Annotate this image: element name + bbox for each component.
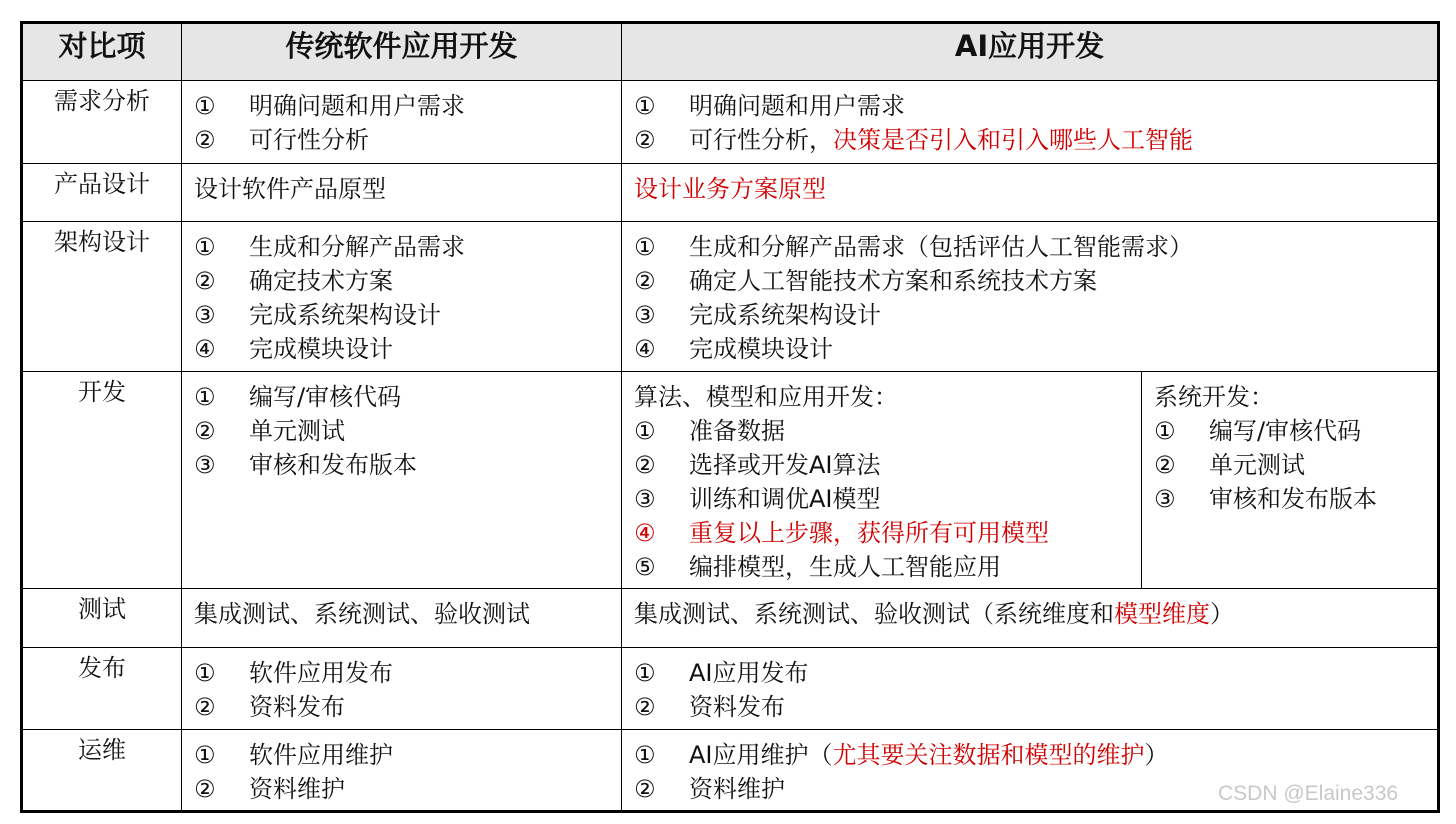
list-item: ① 编写/审核代码 [194,383,402,411]
row-label-development: 开发 [22,372,182,589]
row-development [22,372,1439,589]
list-item: ② 确定人工智能技术方案和系统技术方案 [634,267,1097,295]
cell-text: 设计软件产品原型 [194,175,386,203]
header-compare-item: 对比项 [22,23,182,81]
list-item: ③ 完成系统架构设计 [194,301,441,329]
list-item: ④ 完成模块设计 [634,335,833,363]
list-item: ④ 完成模块设计 [194,335,393,363]
row-product-design [22,164,1439,222]
list-item: ③ 完成系统架构设计 [634,301,881,329]
ai-requirements-cell [622,81,1439,164]
row-release [22,648,1439,730]
cell-text: 集成测试、系统测试、验收测试（系统维度和模型维度） [634,600,1234,628]
section-title: 系统开发： [1154,383,1274,411]
list-item: ① 明确问题和用户需求 [634,92,905,120]
list-item: ③ 审核和发布版本 [194,451,417,479]
row-testing [22,589,1439,648]
list-item: ② 确定技术方案 [194,267,393,295]
list-item: ① AI应用发布 [634,659,809,687]
ai-algorithm-development-cell [622,372,1142,589]
traditional-requirements-cell [182,81,622,164]
section-title: 算法、模型和应用开发： [634,383,898,411]
list-item: ③ 训练和调优AI模型 [634,485,881,513]
list-item: ① 生成和分解产品需求（包括评估人工智能需求） [634,233,1193,261]
list-item: ① 编写/审核代码 [1154,417,1362,445]
row-label-testing: 测试 [22,589,182,648]
row-architecture [22,222,1439,372]
traditional-operations-cell [182,730,622,812]
row-label-product-design: 产品设计 [22,164,182,222]
list-item: ① 生成和分解产品需求 [194,233,465,261]
list-item: ① 准备数据 [634,417,785,445]
row-label-release: 发布 [22,648,182,730]
highlight-text: 尤其要关注数据和模型的维护 [832,741,1145,769]
list-item: ① AI应用维护（尤其要关注数据和模型的维护） [634,741,1169,769]
traditional-product-design-cell [182,164,622,222]
row-label-operations: 运维 [22,730,182,812]
ai-architecture-cell [622,222,1439,372]
list-item: ② 可行性分析 [194,126,369,154]
header-ai: AI应用开发 [622,23,1439,81]
list-item: ② 资料发布 [194,693,345,721]
ai-system-development-cell [1142,372,1439,589]
ai-release-cell [622,648,1439,730]
list-item: ① 软件应用发布 [194,659,393,687]
list-item: ② 资料维护 [634,775,785,803]
row-label-architecture: 架构设计 [22,222,182,372]
list-item: ② 单元测试 [194,417,345,445]
ai-product-design-cell [622,164,1439,222]
list-item: ⑤ 编排模型，生成人工智能应用 [634,553,1001,581]
list-item: ③ 审核和发布版本 [1154,485,1377,513]
highlight-text: 决策是否引入和引入哪些人工智能 [833,126,1193,154]
traditional-architecture-cell [182,222,622,372]
ai-testing-cell [622,589,1439,648]
traditional-development-cell [182,372,622,589]
list-item: ② 可行性分析，决策是否引入和引入哪些人工智能 [634,126,1193,154]
list-item: ② 资料维护 [194,775,345,803]
cell-text: 集成测试、系统测试、验收测试 [194,600,530,628]
list-item: ② 选择或开发AI算法 [634,451,881,479]
comparison-table [20,21,1440,813]
highlight-text: 模型维度 [1114,600,1210,628]
list-item: ② 单元测试 [1154,451,1305,479]
list-item: ① 明确问题和用户需求 [194,92,465,120]
row-label-requirements: 需求分析 [22,81,182,164]
header-traditional: 传统软件应用开发 [182,23,622,81]
list-item: ② 资料发布 [634,693,785,721]
list-item: ① 软件应用维护 [194,741,393,769]
traditional-release-cell [182,648,622,730]
header-row [22,23,1439,81]
row-requirements [22,81,1439,164]
list-item-highlight: ④ 重复以上步骤，获得所有可用模型 [634,519,1049,547]
highlight-text: 设计业务方案原型 [634,175,826,203]
watermark: CSDN @Elaine336 [1218,782,1399,805]
traditional-testing-cell [182,589,622,648]
